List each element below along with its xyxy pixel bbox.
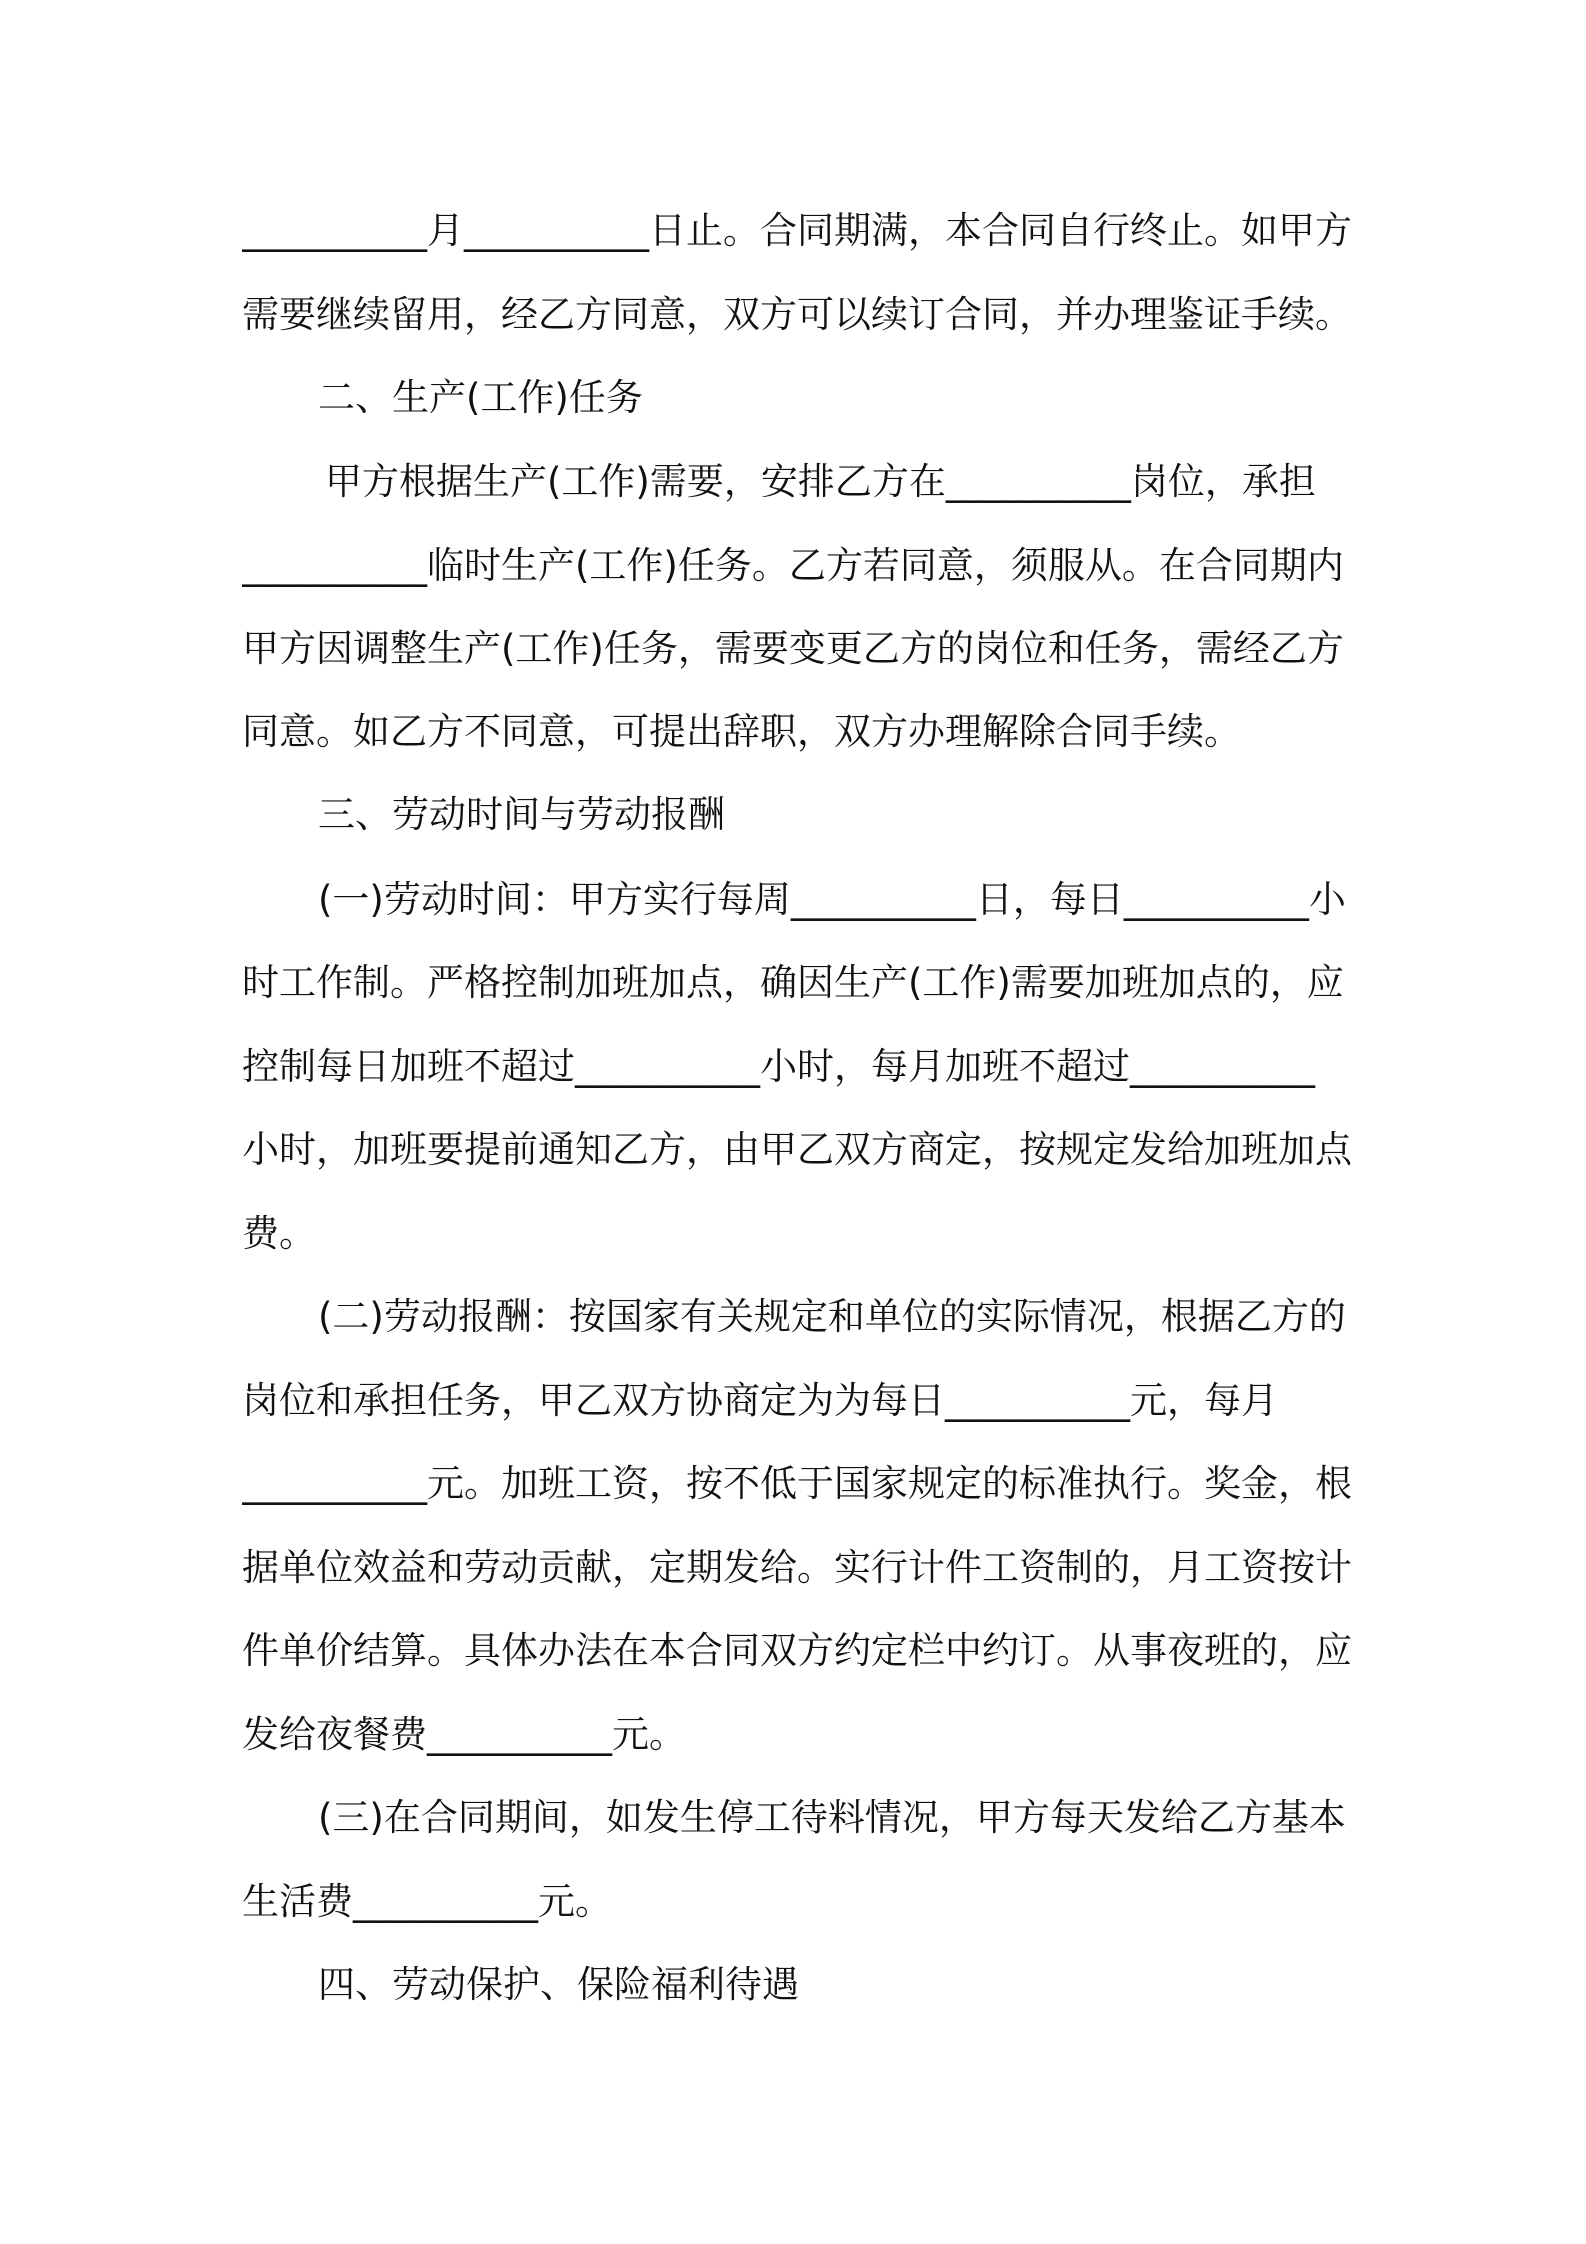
contract-line-daily-monthly-pay: 岗位和承担任务，甲乙双方协商定为为每日__________元，每月 [242,1379,1278,1422]
contract-line-overtime-fee: 费。 [242,1212,316,1255]
contract-line-bonus: 据单位效益和劳动贡献，定期发给。实行计件工资制的，月工资按计 [242,1546,1352,1589]
contract-line-overtime-limits: 控制每日加班不超过__________小时，每月加班不超过__________ [242,1045,1315,1088]
contract-line-night-meal: 发给夜餐费__________元。 [242,1713,686,1756]
contract-line-working-hours: (一)劳动时间：甲方实行每周__________日，每日__________小 [318,878,1346,921]
contract-line-overtime-wage: __________元。加班工资，按不低于国家规定的标准执行。奖金，根 [242,1462,1352,1505]
section-heading-labor-protection: 四、劳动保护、保险福利待遇 [318,1963,799,2006]
contract-line-piecework: 件单价结算。具体办法在本合同双方约定栏中约订。从事夜班的，应 [242,1629,1352,1672]
contract-line-work-stoppage: (三)在合同期间，如发生停工待料情况，甲方每天发给乙方基本 [318,1796,1346,1839]
contract-line-post-assignment: 甲方根据生产(工作)需要，安排乙方在__________岗位，承担 [325,460,1316,503]
contract-line-overtime-control: 时工作制。严格控制加班加点，确因生产(工作)需要加班加点的，应 [242,961,1344,1004]
section-heading-production-tasks: 二、生产(工作)任务 [318,376,643,419]
contract-line-term-end: __________月__________日止。合同期满，本合同自行终止。如甲方 [242,209,1352,252]
contract-line-remuneration: (二)劳动报酬：按国家有关规定和单位的实际情况，根据乙方的 [318,1295,1346,1338]
contract-line-renewal: 需要继续留用，经乙方同意，双方可以续订合同，并办理鉴证手续。 [242,293,1352,336]
contract-line-temporary-tasks: __________临时生产(工作)任务。乙方若同意，须服从。在合同期内 [242,544,1344,587]
section-heading-working-hours-pay: 三、劳动时间与劳动报酬 [318,793,725,836]
contract-line-overtime-notice: 小时，加班要提前通知乙方，由甲乙双方商定，按规定发给加班加点 [242,1128,1352,1171]
contract-line-resignation: 同意。如乙方不同意，可提出辞职，双方办理解除合同手续。 [242,710,1241,753]
contract-line-living-allowance: 生活费__________元。 [242,1880,612,1923]
contract-line-adjust-tasks: 甲方因调整生产(工作)任务，需要变更乙方的岗位和任务，需经乙方 [242,627,1344,670]
